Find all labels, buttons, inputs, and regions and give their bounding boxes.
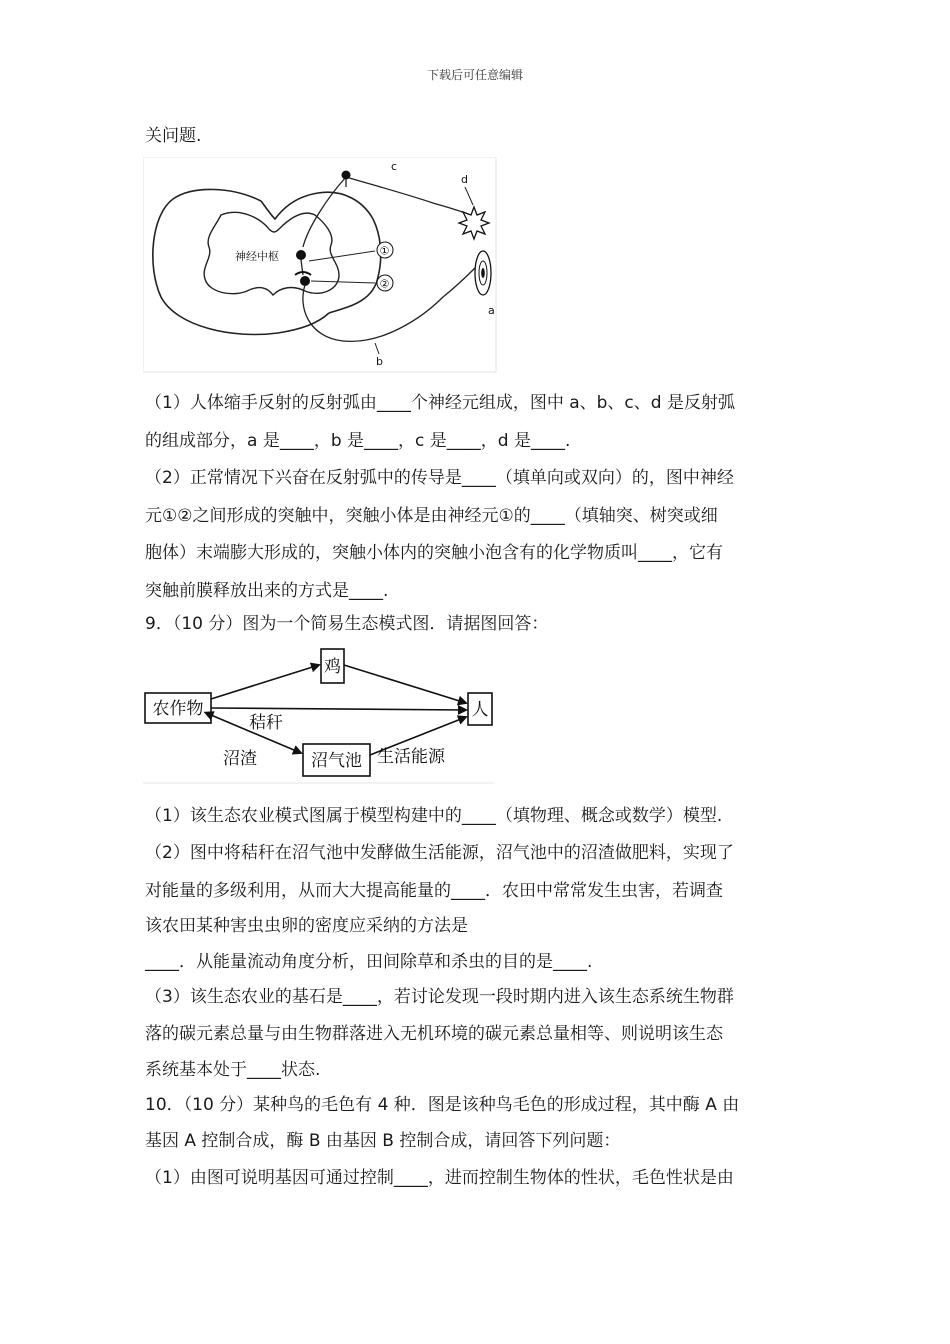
q9-p3-line3: 系统基本处于____状态. bbox=[145, 1060, 321, 1080]
intro-text: 关问题. bbox=[145, 126, 202, 146]
neuron-2-body bbox=[300, 276, 310, 286]
reflex-arc-diagram bbox=[143, 157, 497, 373]
ecology-diagram bbox=[143, 643, 494, 784]
crops-label: 农作物 bbox=[152, 699, 204, 719]
q8-p1-line2: 的组成部分，a 是____，b 是____，c 是____，d 是____. bbox=[145, 431, 571, 451]
reflex-arc-figure bbox=[143, 157, 497, 373]
q8-p2-line4: 突触前膜释放出来的方式是____. bbox=[145, 581, 389, 601]
q8-p1-line1: （1）人体缩手反射的反射弧由____个神经元组成，图中 a、b、c、d 是反射弧 bbox=[145, 393, 735, 413]
chicken-label: 鸡 bbox=[324, 657, 341, 677]
q9-title: 9．（10 分）图为一个简易生态模式图．请据图回答： bbox=[145, 614, 549, 634]
q8-p2-line3: 胞体）末端膨大形成的，突触小体内的突触小泡含有的化学物质叫____，它有 bbox=[145, 543, 723, 563]
label-2: ② bbox=[379, 277, 390, 291]
q9-p2-line3: 该农田某种害虫虫卵的密度应采纳的方法是 bbox=[145, 916, 468, 936]
residue-label: 沼渣 bbox=[223, 749, 257, 769]
center-label: 神经中枢 bbox=[235, 250, 279, 263]
receptor-d bbox=[459, 207, 489, 239]
neuron-c-fiber bbox=[303, 177, 473, 247]
page-header: 下载后可任意编辑 bbox=[426, 68, 523, 82]
spinal-cord-outline-top bbox=[261, 192, 373, 219]
q9-p2-line1: （2）图中将秸秆在沼气池中发酵做生活能源，沼气池中的沼渣做肥料，实现了 bbox=[145, 843, 734, 863]
straw-label: 秸秆 bbox=[249, 713, 283, 733]
ecology-figure bbox=[143, 643, 494, 784]
label-d: d bbox=[461, 173, 468, 186]
q8-p2-line2: 元①②之间形成的突触中，突触小体是由神经元①的____（填轴突、树突或细 bbox=[145, 506, 718, 526]
q9-p1: （1）该生态农业模式图属于模型构建中的____（填物理、概念或数学）模型. bbox=[145, 806, 723, 826]
q10-line1: 10．（10 分）某种鸟的毛色有 4 种．图是该种鸟毛色的形成过程，其中酶 A 由 bbox=[145, 1095, 740, 1115]
q10-line3: （1）由图可说明基因可通过控制____，进而控制生物体的性状，毛色性状是由 bbox=[145, 1168, 734, 1188]
human-label: 人 bbox=[471, 700, 489, 720]
neuron-1-body bbox=[296, 250, 306, 260]
energy-label: 生活能源 bbox=[377, 747, 445, 767]
q8-p2-line1: （2）正常情况下兴奋在反射弧中的传导是____（填单向或双向）的，图中神经 bbox=[145, 468, 734, 488]
q9-p3-line2: 落的碳元素总量与由生物群落进入无机环境的碳元素总量相等、则说明该生态 bbox=[145, 1024, 723, 1044]
q9-p2-line4: ____．从能量流动角度分析，田间除草和杀虫的目的是____. bbox=[145, 952, 593, 972]
label-a: a bbox=[488, 304, 495, 317]
q9-p3-line1: （3）该生态农业的基石是____，若讨论发现一段时期内进入该生态系统生物群 bbox=[145, 987, 734, 1007]
label-1: ① bbox=[379, 244, 390, 258]
q10-line2: 基因 A 控制合成，酶 B 由基因 B 控制合成，请回答下列问题： bbox=[145, 1131, 621, 1151]
biogas-label: 沼气池 bbox=[311, 751, 362, 771]
neuron-c-body bbox=[342, 171, 351, 180]
q9-p2-line2: 对能量的多级利用，从而大大提高能量的____．农田中常常发生虫害，若调查 bbox=[145, 881, 723, 901]
label-c: c bbox=[391, 160, 398, 173]
label-b: b bbox=[376, 355, 383, 368]
